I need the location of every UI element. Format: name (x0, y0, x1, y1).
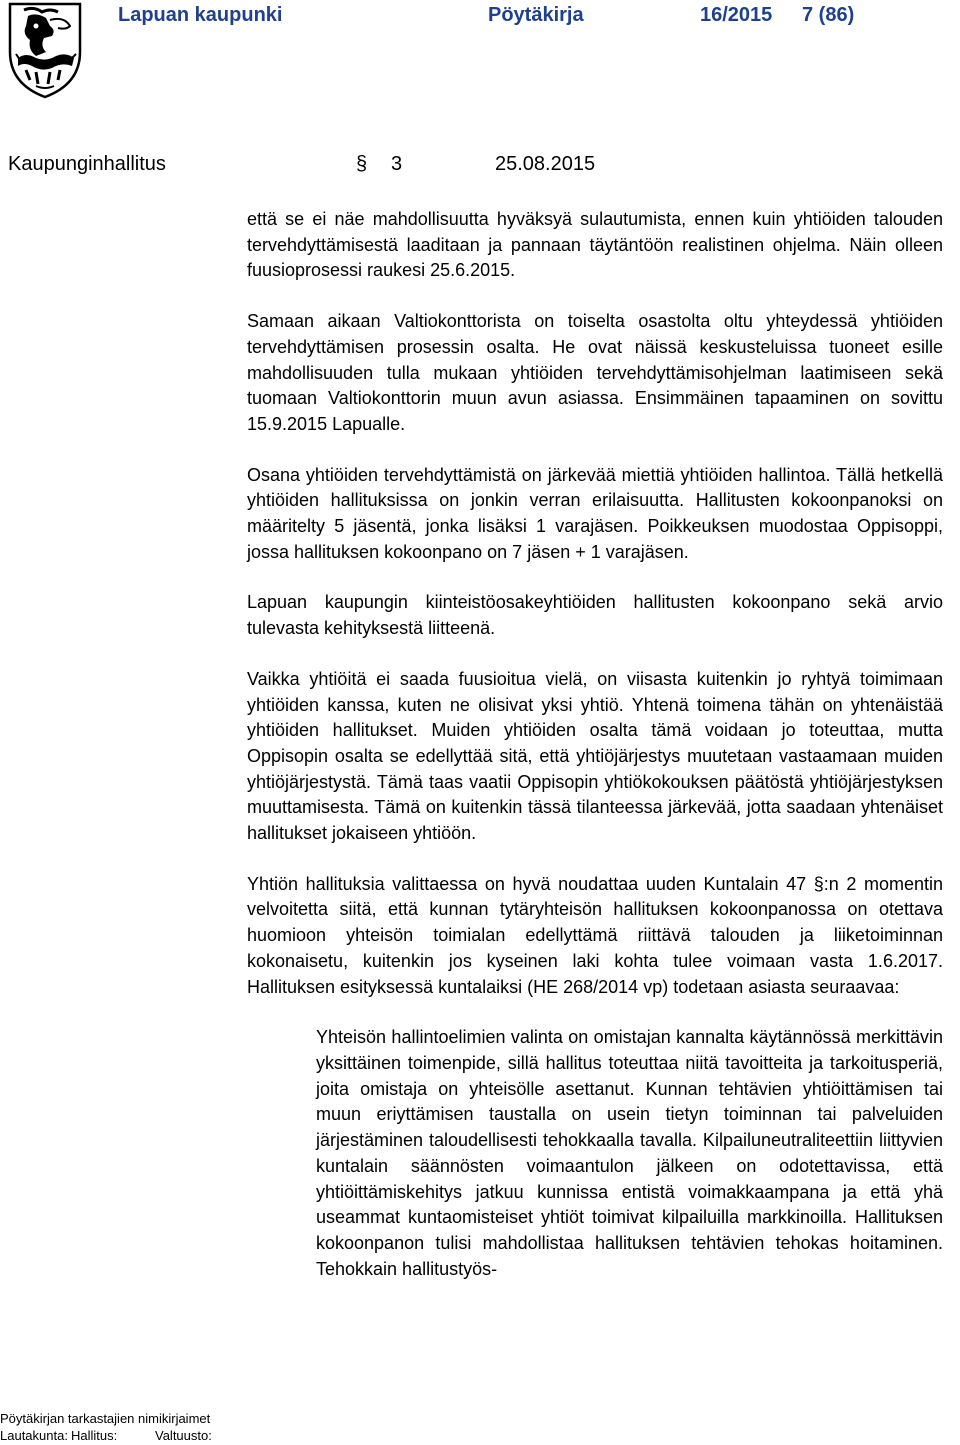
paragraph: Yhtiön hallituksia valittaessa on hyvä noudattaa uuden Kuntalain 47 §:n 2 momentin velvoitetta siitä, että kunnan tytäryhteisön hallituksen kokoonpanossa on otettava huomioon yhteisön toimialan edellyttämä riittävä talouden ja liiketoiminnan kokonaisetu, kuitenkin jos kyseinen laki kohta tulee voimaan vasta 1.6.2017. Hallituksen esityksessä kuntalaiksi (HE 268/2014 vp) todetaan asiasta seuraavaa: (247, 873, 943, 997)
section-symbol: § (356, 153, 368, 175)
block-quote: Yhteisön hallintoelimien valinta on omistajan kannalta käytännössä merkittävin yksittäinen toimenpide, sillä hallitus toteuttaa niitä tavoitteita ja tarkoitusperiä, joita omistaja on yhteisölle asettanut. Kunnan tehtävien yhtiöittämisen tai muun eriyttämisen taustalla on usein tietyn toiminnan tai palveluiden järjestäminen taloudellisesti tehokkaalla tavalla. Kilpailuneutraliteettiin liittyvien kuntalain säännösten voimaantulon jälkeen on odotettavissa, että yhtiöittämiskehitys jatkuu kunnissa entistä voimakkaampana ja että yhä useammat kuntaomisteiset yhtiöt toimivat kilpailuilla markkinoilla. Hallituksen kokoonpanon tulisi mahdollistaa hallituksen tehtävien tehokas hoitaminen. Tehokkain hallitustyös- (316, 1027, 943, 1279)
document-body (247, 207, 943, 1307)
paragraph: Lapuan kaupungin kiinteistöosakeyhtiöiden hallitusten kokoonpano sekä arvio tulevasta kehityksestä liitteenä. (247, 592, 943, 639)
page-number: 7 (86) (802, 4, 855, 26)
footer-valtuusto-label: Valtuusto: (155, 1428, 212, 1443)
coat-of-arms-icon (6, 0, 84, 100)
footer-initials-label: Pöytäkirjan tarkastajien nimikirjaimet (0, 1411, 211, 1426)
paragraph: Osana yhtiöiden tervehdyttämistä on järkevää miettiä yhtiöiden hallintoa. Tällä hetkellä yhtiöiden hallituksissa on jonkin verran erilaisuutta. Hallitusten kokoonpanoksi on määritelty 5 jäsentä, jonka lisäksi 1 varajäsen. Poikkeuksen muodostaa Oppisoppi, jossa hallituksen kokoonpano on 7 jäsen + 1 varajäsen. (247, 464, 943, 562)
footer-hallitus-label: Hallitus: (71, 1428, 118, 1443)
city-name: Lapuan kaupunki (118, 4, 283, 26)
page-footer (0, 1410, 212, 1444)
meeting-info (0, 153, 960, 177)
footer-signature-fields (0, 1427, 212, 1444)
footer-lautakunta-label: Lautakunta: (0, 1428, 68, 1443)
document-type: Pöytäkirja (488, 4, 584, 26)
paragraph: että se ei näe mahdollisuutta hyväksyä sulautumista, ennen kuin yhtiöiden talouden tervehdyttämisestä laaditaan ja pannaan täytäntöön realistinen ohjelma. Näin olleen fuusioprosessi raukesi 25.6.2015. (247, 209, 943, 281)
paragraph: Samaan aikaan Valtiokonttorista on toiselta osastolta oltu yhteydessä yhtiöiden tervehdyttämisen prosessin osalta. He ovat näissä keskusteluissa tuoneet esille mahdollisuuden tulla mukaan yhtiöiden tervehdyttämisohjelman laatimiseen sekä tuomaan Valtiokonttorin muun avun asiassa. Ensimmäinen tapaaminen on sovittu 15.9.2015 Lapualle. (247, 311, 943, 434)
governing-body: Kaupunginhallitus (8, 153, 166, 175)
document-number: 16/2015 (700, 4, 773, 26)
meeting-date: 25.08.2015 (495, 153, 596, 175)
section-number: 3 (391, 153, 403, 175)
paragraph: Vaikka yhtiöitä ei saada fuusioitua vielä, on viisasta kuitenkin jo ryhtyä toimimaan yhtiöiden kanssa, kuten ne olisivat yksi yhtiö. Yhtenä toimena tähän on yhtenäistää yhtiöiden hallitukset. Muiden yhtiöiden osalta tämä voidaan jo toteuttaa, mutta Oppisopin osalta se edellyttää sitä, että yhtiöjärjestys muutetaan vastaamaan muiden yhtiöjärjestystä. Tämä taas vaatii Oppisopin yhtiökokouksen päätöstä yhtiöjärjestyksen muuttamisesta. Tämä on kuitenkin tässä tilanteessa järkevää, jotta saadaan yhtenäiset hallitukset jokaiseen yhtiöön. (247, 668, 943, 844)
